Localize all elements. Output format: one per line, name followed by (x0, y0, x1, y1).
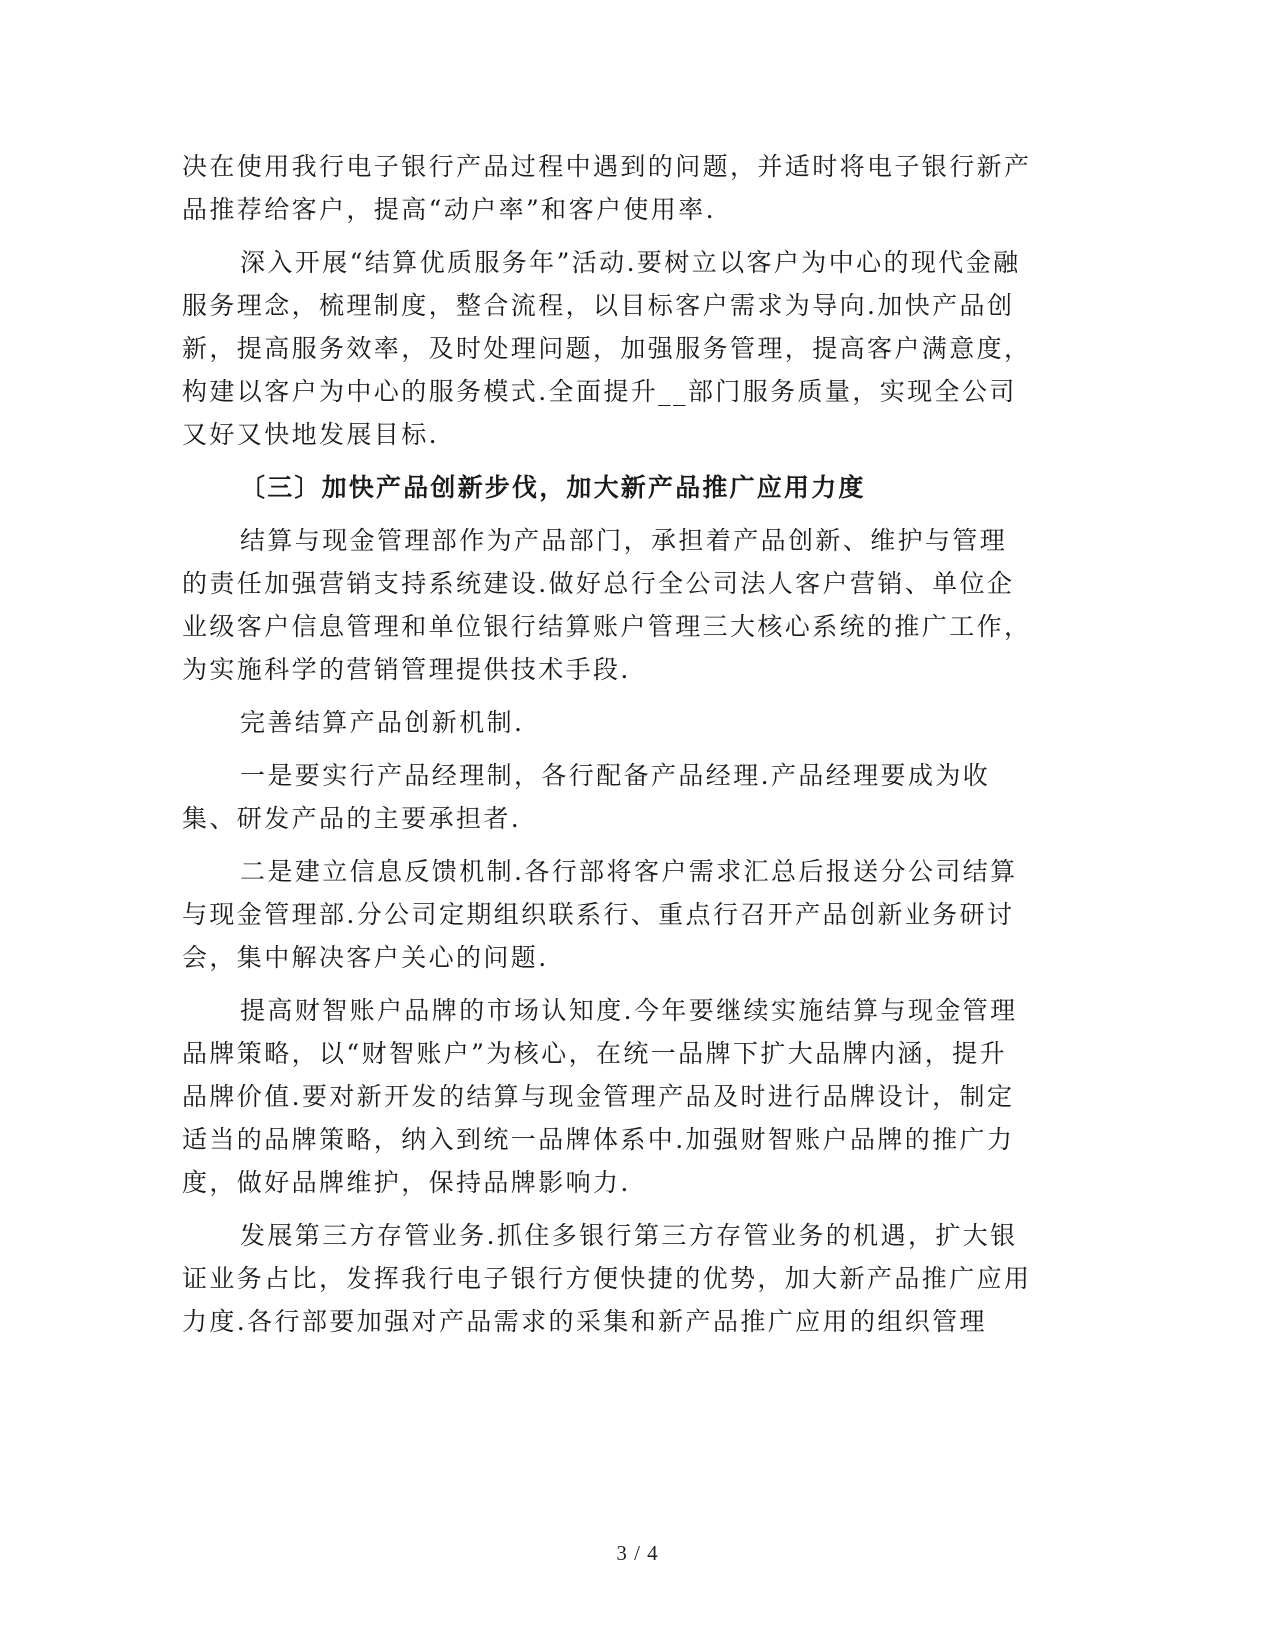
paragraph-brand-awareness: 提高财智账户品牌的市场认知度.今年要继续实施结算与现金管理品牌策略，以“财智账户”为核心，在统一品牌下扩大品牌内涵，提升品牌价值.要对新开发的结算与现金管理产品及时进行品牌设计，制定适当的品牌策略，纳入到统一品牌体系中.加强财智账户品牌的推广力度，做好品牌维护，保持品牌影响力. (182, 996, 1018, 1197)
document-body (182, 145, 1032, 1343)
paragraph-product-department: 结算与现金管理部作为产品部门，承担着产品创新、维护与管理的责任加强营销支持系统建设.做好总行全公司法人客户营销、单位企业级客户信息管理和单位银行结算账户管理三大核心系统的推广工作，为实施科学的营销管理提供技术手段. (182, 526, 1032, 684)
paragraph-innovation-mechanism: 完善结算产品创新机制. (240, 708, 525, 737)
paragraph-service-year: 深入开展“结算优质服务年”活动.要树立以客户为中心的现代金融服务理念，梳理制度，整合流程，以目标客户需求为导向.加快产品创新，提高服务效率，及时处理问题，加强服务管理，提高客户满意度，构建以客户为中心的服务模式.全面提升__部门服务质量，实现全公司又好又快地发展目标. (182, 248, 1032, 449)
paragraph-product-manager: 一是要实行产品经理制，各行配备产品经理.产品经理要成为收集、研发产品的主要承担者. (182, 761, 991, 833)
paragraph-feedback-mechanism: 二是建立信息反馈机制.各行部将客户需求汇总后报送分公司结算与现金管理部.分公司定期组织联系行、重点行召开产品创新业务研讨会，集中解决客户关心的问题. (182, 857, 1018, 972)
section-heading-three: 〔三〕加快产品创新步伐，加大新产品推广应用力度 (240, 473, 866, 502)
paragraph-third-party-custody: 发展第三方存管业务.抓住多银行第三方存管业务的机遇，扩大银证业务占比，发挥我行电子银行方便快捷的优势，加大新产品推广应用力度.各行部要加强对产品需求的采集和新产品推广应用的组织管理 (182, 1221, 1032, 1336)
page-number: 3 / 4 (616, 1541, 659, 1565)
paragraph-continuation: 决在使用我行电子银行产品过程中遇到的问题，并适时将电子银行新产品推荐给客户，提高“动户率”和客户使用率. (182, 152, 1032, 224)
